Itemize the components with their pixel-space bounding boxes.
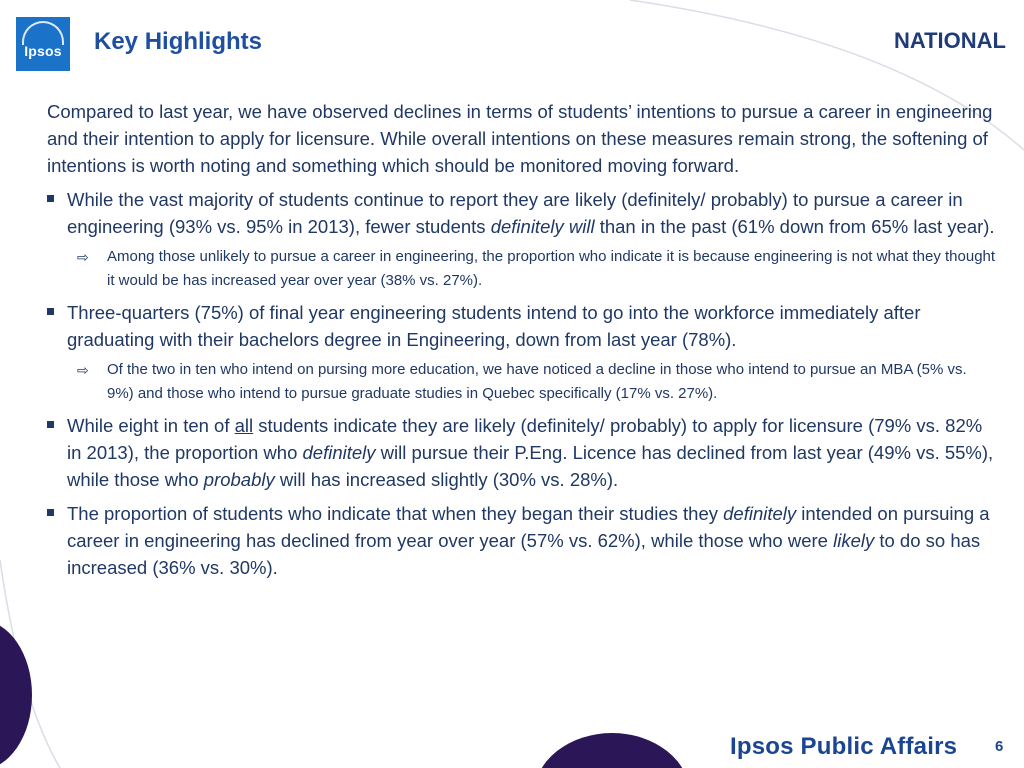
square-bullet-icon bbox=[47, 308, 54, 315]
page-number: 6 bbox=[995, 738, 1004, 755]
ipsos-logo bbox=[16, 17, 70, 71]
decorative-circle-left bbox=[0, 620, 32, 768]
square-bullet-icon bbox=[47, 421, 54, 428]
page-title: Key Highlights bbox=[94, 28, 263, 55]
arrow-bullet-icon: ⇨ bbox=[77, 249, 89, 265]
highlights-body bbox=[47, 98, 997, 588]
sub-bullet-unlikely-reason: ⇨ Among those unlikely to pursue a career in engineering, the proportion who indicate it is because engineering is not what they thought it would be has increased year over year (38% vs. 27%). bbox=[47, 245, 997, 293]
logo-arc-icon bbox=[22, 21, 64, 45]
decorative-curve-left bbox=[0, 560, 60, 768]
logo-text: Ipsos bbox=[24, 43, 62, 59]
bullet-licensure: While eight in ten of all students indicate they are likely (definitely/ probably) to apply for licensure (79% vs. 82% in 2013), the proportion who definitely will pursue their P.Eng. Licence has declined from last year (49% vs. 55%), while those who probably will has increased slightly (30% vs. 28%). bbox=[47, 412, 997, 493]
sub-bullet-further-education: ⇨ Of the two in ten who intend on pursing more education, we have noticed a decline in those who intend to pursue an MBA (5% vs. 9%) and those who intend to pursue graduate studies in Quebec specifically (17% vs. 27%). bbox=[47, 358, 997, 406]
decorative-circle-bottom bbox=[534, 733, 690, 768]
bullet-career-intentions: While the vast majority of students continue to report they are likely (definitely/ probably) to pursue a career in engineering (93% vs. 95% in 2013), fewer students definitely will than in the past (61% down from 65% last year). bbox=[47, 186, 997, 240]
bullet-workforce: Three-quarters (75%) of final year engineering students intend to go into the workforce immediately after graduating with their bachelors degree in Engineering, down from last year (78%). bbox=[47, 299, 997, 353]
arrow-bullet-icon: ⇨ bbox=[77, 362, 89, 378]
region-label: NATIONAL bbox=[893, 28, 1006, 53]
footer-brand: Ipsos Public Affairs bbox=[730, 733, 958, 760]
square-bullet-icon bbox=[47, 509, 54, 516]
intro-paragraph: Compared to last year, we have observed declines in terms of students’ intentions to pursue a career in engineering and their intention to apply for licensure. While overall intentions on these measures remain strong, the softening of intentions is worth noting and something which should be monitored moving forward. bbox=[47, 101, 993, 176]
square-bullet-icon bbox=[47, 195, 54, 202]
bullet-initial-intentions: The proportion of students who indicate that when they began their studies they definitely intended on pursuing a career in engineering has declined from year over year (57% vs. 62%), while those who were likely to do so has increased (36% vs. 30%). bbox=[47, 500, 997, 581]
